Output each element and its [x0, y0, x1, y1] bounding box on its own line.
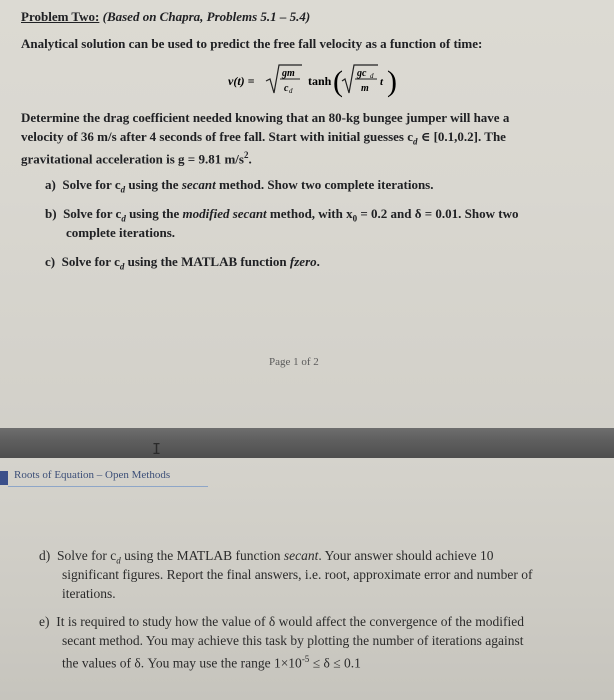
item-e: e) It is required to study how the value of δ would affect the convergence of the modified	[39, 614, 524, 629]
item-e-line-3: the values of δ. You may use the range $1\times 10^{-5} \le \delta \le 0.1$	[62, 654, 361, 671]
formula-lhs: v(t) =	[228, 74, 255, 88]
item-d-line-2: significant figures. Report the final answers, i.e. root, approximate error and number of	[62, 567, 533, 582]
item-c: c) Solve for $c_d$ using the MATLAB function fzero.	[45, 254, 320, 272]
item-d-line-3: iterations.	[62, 586, 116, 601]
section-underline	[8, 486, 208, 487]
paren-open-icon: (	[333, 65, 343, 98]
formula-num2-sub: d	[370, 72, 374, 80]
para-line-3: gravitational acceleration is g = 9.81 $m/s^2$.	[21, 150, 252, 167]
section-header: Roots of Equation – Open Methods	[14, 469, 171, 481]
item-d-label: d)	[39, 548, 51, 563]
page-separator	[0, 428, 614, 458]
formula-tanh: tanh	[308, 74, 332, 88]
page-number: Page 1 of 2	[269, 356, 319, 368]
formula-svg	[228, 61, 428, 101]
item-a: a) Solve for $c_d$ using the secant method. Show two complete iterations.	[45, 177, 434, 195]
formula-num2: gc	[357, 68, 367, 79]
item-b-label: b)	[45, 206, 57, 221]
formula-t: t	[380, 76, 384, 88]
velocity-formula	[228, 61, 428, 101]
item-b: b) Solve for $c_d$ using the modified secant method, with $x_0 = 0.2$ and δ = 0.01. Show two	[45, 206, 519, 224]
problem-title: Problem Two:	[21, 9, 100, 24]
item-e-line-2: secant method. You may achieve this task by plotting the number of iterations against	[62, 633, 524, 648]
text-cursor-icon: Ι	[152, 440, 162, 458]
para-line-2: velocity of 36 m/s after 4 seconds of free fall. Start with initial guesses $c_d$ ∈ [0.1,0.2]. The	[21, 129, 506, 147]
formula-den1-sub: d	[289, 87, 293, 95]
problem-source: (Based on Chapra, Problems 5.1 – 5.4)	[102, 9, 311, 24]
formula-den1: c	[284, 83, 289, 94]
section-tab-marker	[0, 471, 8, 485]
para-line-1: Determine the drag coefficient needed knowing that an 80-kg bungee jumper will have a	[21, 110, 510, 125]
item-b-line-2: complete iterations.	[66, 225, 176, 240]
intro-text: Analytical solution can be used to predict the free fall velocity as a function of time:	[21, 36, 483, 51]
item-e-label: e)	[39, 614, 50, 629]
item-d: d) Solve for $c_d$ using the MATLAB function secant. Your answer should achieve 10	[39, 548, 494, 566]
item-c-label: c)	[45, 254, 56, 269]
problem-title-line	[21, 8, 310, 25]
paren-close-icon: )	[387, 65, 397, 98]
formula-den2: m	[361, 83, 369, 94]
item-a-label: a)	[45, 177, 56, 192]
formula-num1: gm	[282, 68, 295, 79]
